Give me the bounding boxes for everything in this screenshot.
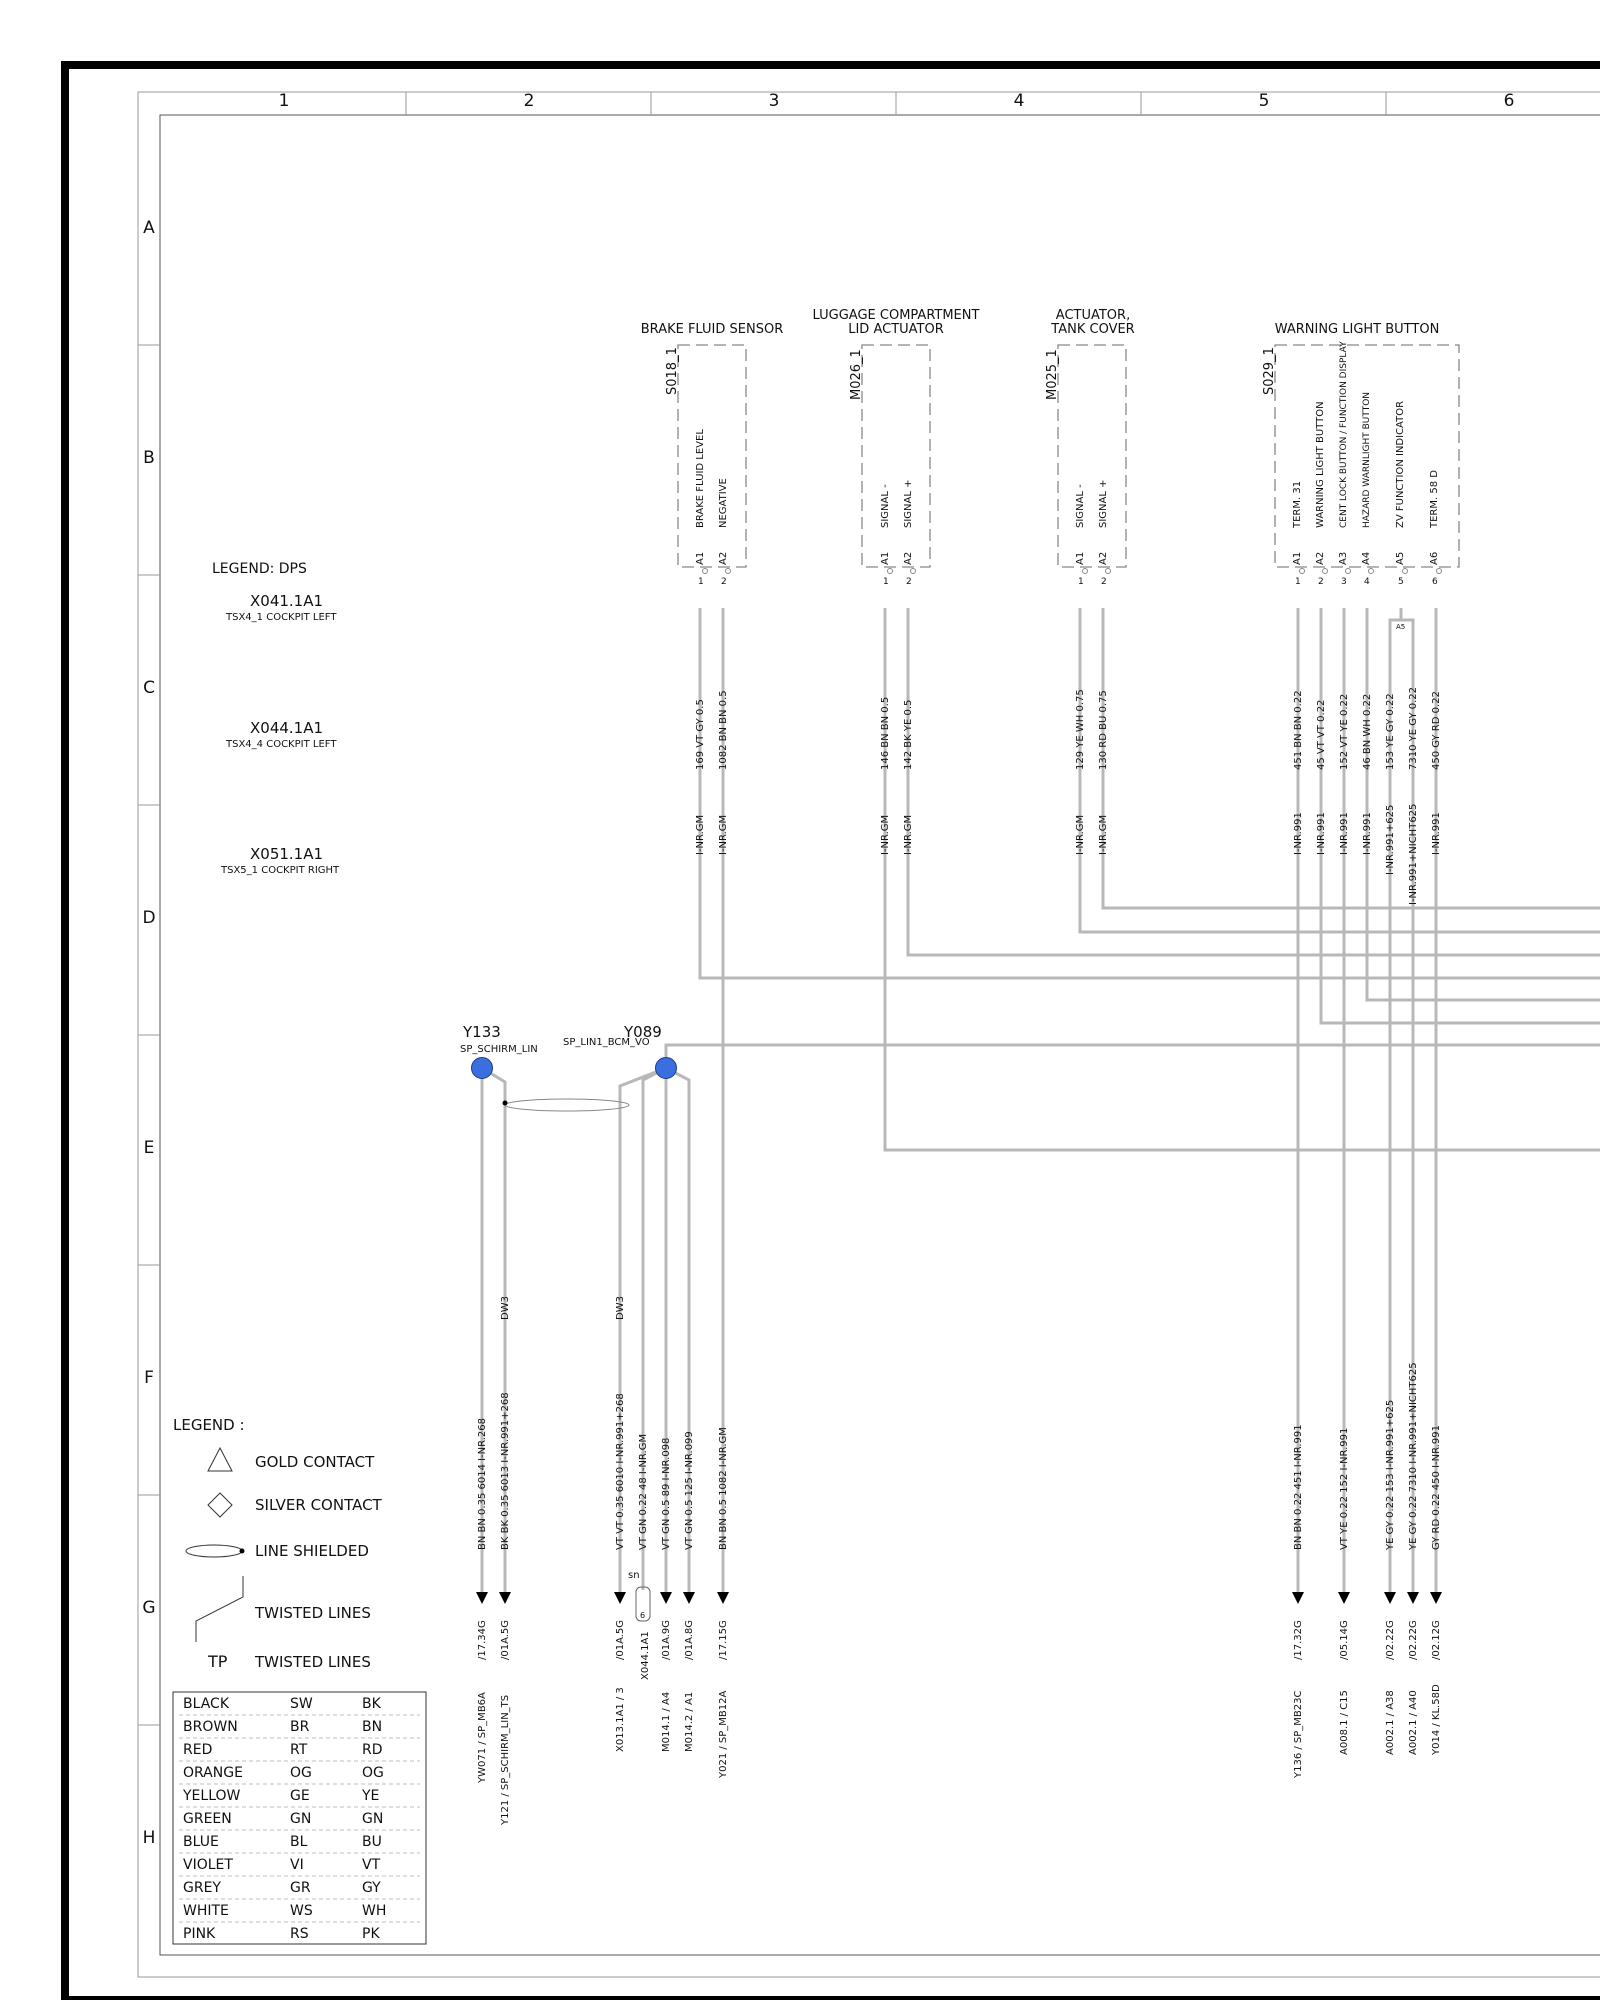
legend-shielded: LINE SHIELDED <box>255 1542 369 1560</box>
color-code-de: OG <box>290 1765 312 1781</box>
color-name: PINK <box>183 1926 216 1942</box>
page-reference: /17.34G <box>477 1620 488 1660</box>
wire-target: M014.1 / A4 <box>661 1691 672 1752</box>
row-label: A <box>143 218 155 238</box>
silver-contact-diamond-icon <box>208 1493 232 1517</box>
wire-spec: 153 YE GY 0.22 <box>1385 693 1396 770</box>
color-code-table <box>173 1692 426 1944</box>
page-reference: /01A.8G <box>684 1619 695 1660</box>
grid-frame <box>138 92 1600 1977</box>
wire-target: A002.1 / A40 <box>1408 1690 1419 1755</box>
pin-function: CENT LOCK BUTTON / FUNCTION DISPLAY <box>1339 341 1349 528</box>
component-title: LUGGAGE COMPARTMENT <box>812 308 980 323</box>
color-name: GREY <box>183 1880 221 1896</box>
splice-name: SP_LIN1_BCM_VO <box>563 1037 650 1048</box>
color-code-de: RT <box>290 1742 308 1758</box>
legend-twisted: TWISTED LINES <box>255 1604 371 1622</box>
color-code-de: BR <box>290 1719 310 1735</box>
arrow-down-icon <box>614 1592 626 1604</box>
page-reference: /05.14G <box>1339 1620 1350 1660</box>
column-label: 5 <box>1258 91 1270 111</box>
pin-function: TERM. 58 D <box>1429 470 1440 528</box>
pin-number: 1 <box>698 577 704 587</box>
pin-id: A2 <box>718 551 729 565</box>
legend-dps <box>212 561 340 876</box>
pin-id: A5 <box>1395 551 1406 565</box>
color-code-en: OG <box>362 1765 384 1781</box>
pin-number: 6 <box>1432 577 1438 587</box>
pin-number: 1 <box>1295 577 1301 587</box>
column-label: 3 <box>768 91 780 111</box>
pin-number: 2 <box>721 577 727 587</box>
color-code-en: PK <box>362 1926 380 1942</box>
page-reference: /02.12G <box>1431 1620 1442 1660</box>
column-label: 2 <box>523 91 535 111</box>
component-warning-light-button <box>1262 322 1459 587</box>
wire <box>700 608 1600 978</box>
wire-spec: VT GN 0.5 125 I-NR.099 <box>684 1431 695 1550</box>
wire <box>885 608 1600 1150</box>
wire-spec: 130 RD BU 0.75 <box>1098 690 1109 770</box>
column-dividers <box>406 92 1386 115</box>
arrow-down-icon <box>476 1592 488 1604</box>
color-code-en: BU <box>362 1834 382 1850</box>
wire-target: M014.2 / A1 <box>684 1691 695 1752</box>
wire-spec: BN BN 0.5 1082 I-NR.GM <box>718 1427 729 1550</box>
wire-target: Y121 / SP_SCHIRM_LIN_TS <box>500 1694 511 1825</box>
wire-part-number: I-NR.GM <box>880 814 891 855</box>
component-title: ACTUATOR, <box>1055 308 1131 323</box>
color-code-de: GN <box>290 1811 312 1827</box>
wire-part-number: I-NR.991+NICHT625 <box>1408 803 1419 905</box>
component-title: TANK COVER <box>1051 322 1135 337</box>
wire-part-number: I-NR.991 <box>1293 812 1304 855</box>
pin-id: A2 <box>1098 551 1109 565</box>
legend-gold: GOLD CONTACT <box>255 1453 375 1471</box>
splice-name: SP_SCHIRM_LIN <box>460 1044 538 1055</box>
color-name: BLUE <box>183 1834 219 1850</box>
connector-code: X051.1A1 <box>250 845 324 863</box>
legend-twisted-tp: TWISTED LINES <box>255 1653 371 1671</box>
wire-spec: 45 VT VT 0.22 <box>1316 699 1327 770</box>
arrow-down-icon <box>1384 1592 1396 1604</box>
connector-code: X041.1A1 <box>250 592 324 610</box>
wire-part-number: I-NR.991+625 <box>1385 804 1396 875</box>
line-shielded-legend-icon <box>186 1545 242 1557</box>
component-id: M026_1 <box>849 349 864 400</box>
legend <box>173 1416 383 1671</box>
row-label: G <box>142 1598 156 1618</box>
arrow-down-icon <box>1338 1592 1350 1604</box>
color-code-de: RS <box>290 1926 309 1942</box>
pin-function: SIGNAL - <box>1075 484 1086 528</box>
pin-id: A2 <box>1315 551 1326 565</box>
color-code-de: GR <box>290 1880 311 1896</box>
color-name: GREEN <box>183 1811 232 1827</box>
wire-spec: 129 YE WH 0.75 <box>1075 689 1086 770</box>
wire-spec: VT YE 0.22 152 I-NR.991 <box>1339 1427 1350 1550</box>
wire <box>1367 608 1600 1000</box>
pin-id: A6 <box>1429 551 1440 565</box>
wire-destinations <box>477 1620 1442 1826</box>
wire-spec: 152 VT YE 0.22 <box>1339 693 1350 770</box>
row-label: F <box>144 1368 154 1388</box>
wire-spec: 142 BK YE 0.5 <box>903 699 914 770</box>
pin-id: A1 <box>1075 551 1086 565</box>
pin-id: A1 <box>880 551 891 565</box>
silver-contact-icon <box>911 569 916 574</box>
wire-part-number: I-NR.GM <box>1098 814 1109 855</box>
pin-function: HAZARD WARNLIGHT BUTTON <box>1362 391 1372 528</box>
component-id: S029_1 <box>1262 347 1277 395</box>
pin-id: A1 <box>1292 551 1303 565</box>
wire-spec: YE GY 0.22 7310 I-NR.991+NICHT625 <box>1408 1362 1419 1550</box>
pin-function: WARNING LIGHT BUTTON <box>1315 401 1326 528</box>
arrow-down-icon <box>499 1592 511 1604</box>
legend-silver: SILVER CONTACT <box>255 1496 382 1514</box>
component-box <box>1058 345 1126 567</box>
silver-contact-icon <box>726 569 731 574</box>
silver-contact-icon <box>703 569 708 574</box>
silver-contact-icon <box>1083 569 1088 574</box>
splice-y089 <box>563 1023 677 1079</box>
color-code-en: GN <box>362 1811 384 1827</box>
pin-id: A3 <box>1338 551 1349 565</box>
pin-number: 1 <box>1078 577 1084 587</box>
sn-number: 6 <box>640 1611 646 1620</box>
page-reference: /02.22G <box>1385 1620 1396 1660</box>
wire-spec: 451 BN BN 0.22 <box>1293 690 1304 770</box>
wire-part-number: I-NR.GM <box>718 814 729 855</box>
upper-wire-labels <box>695 687 1442 905</box>
arrow-down-icon <box>1292 1592 1304 1604</box>
wire-spec: BN BN 0.35 6014 I-NR.268 <box>477 1417 488 1550</box>
page-reference: /02.22G <box>1408 1620 1419 1660</box>
wire-spec: BN BN 0.22 451 I-NR.991 <box>1293 1424 1304 1550</box>
silver-contact-icon <box>1346 569 1351 574</box>
color-code-de: BL <box>290 1834 308 1850</box>
color-code-en: GY <box>362 1880 381 1896</box>
wire-part-number: I-NR.991 <box>1316 812 1327 855</box>
connector-desc: TSX4_1 COCKPIT LEFT <box>226 612 337 623</box>
wire-target: Y136 / SP_MB23C <box>1293 1690 1304 1778</box>
pin-number: 5 <box>1398 577 1404 587</box>
pin-number: 4 <box>1364 577 1370 587</box>
component-title: LID ACTUATOR <box>848 322 944 337</box>
twist-group-label: DW3 <box>615 1296 626 1320</box>
pin-function: SIGNAL + <box>1098 479 1109 528</box>
component-box <box>862 345 930 567</box>
silver-contact-icon <box>1369 569 1374 574</box>
x044-connector-sn <box>628 1570 650 1621</box>
wire-spec: 450 GY RD 0.22 <box>1431 691 1442 770</box>
connector-desc: TSX4_4 COCKPIT LEFT <box>226 739 337 750</box>
pin-number: 2 <box>906 577 912 587</box>
pin-number: 2 <box>1101 577 1107 587</box>
connector-desc: TSX5_1 COCKPIT RIGHT <box>221 865 340 876</box>
wire-part-number: I-NR.GM <box>1075 814 1086 855</box>
wire-spec: YE GY 0.22 153 I-NR.991+625 <box>1385 1399 1396 1550</box>
arrow-down-icon <box>1407 1592 1419 1604</box>
wire-spec: 169 VT GY 0.5 <box>695 699 706 770</box>
wire-part-number: I-NR.GM <box>695 814 706 855</box>
color-name: ORANGE <box>183 1765 243 1781</box>
color-code-en: YE <box>362 1788 380 1804</box>
row-label: C <box>143 678 155 698</box>
wire-part-number: I-NR.991 <box>1431 812 1442 855</box>
connector-code: X044.1A1 <box>250 719 324 737</box>
silver-contact-icon <box>1323 569 1328 574</box>
column-label: 1 <box>278 91 290 111</box>
component-id: M025_1 <box>1045 349 1060 400</box>
component-title: BRAKE FLUID SENSOR <box>640 322 784 337</box>
color-code-en: VT <box>362 1857 381 1873</box>
splice-node-icon <box>472 1058 493 1079</box>
component-luggage-lid-actuator <box>813 308 980 587</box>
inner-frame <box>160 115 1600 1955</box>
silver-contact-icon <box>1403 569 1408 574</box>
component-title: WARNING LIGHT BUTTON <box>1274 322 1440 337</box>
wire-part-number: I-NR.GM <box>903 814 914 855</box>
color-code-en: BK <box>362 1696 381 1712</box>
wire-spec: 46 BN WH 0.22 <box>1362 693 1373 770</box>
wire-target: A002.1 / A38 <box>1385 1690 1396 1755</box>
sn-label: sn <box>628 1570 640 1581</box>
color-code-en: BN <box>362 1719 383 1735</box>
pin-function: NEGATIVE <box>718 478 729 528</box>
page-reference: /01A.5G <box>500 1619 511 1660</box>
column-label: 6 <box>1503 91 1515 111</box>
wire-spec: 1082 BN BN 0.5 <box>718 690 729 770</box>
component-brake-fluid-sensor <box>641 322 783 587</box>
wire <box>1103 608 1600 908</box>
wire-spec: GY RD 0.22 450 I-NR.991 <box>1431 1425 1442 1550</box>
wire-part-number: I-NR.991 <box>1362 812 1373 855</box>
color-code-de: GE <box>290 1788 310 1804</box>
page-reference: /17.15G <box>718 1620 729 1660</box>
pin-a5-tag: A5 <box>1396 623 1406 631</box>
color-name: BROWN <box>183 1719 238 1735</box>
color-name: BLACK <box>183 1696 230 1712</box>
wire-spec: 146 BN BN 0.5 <box>880 696 891 770</box>
column-label: 4 <box>1013 91 1025 111</box>
pin-function: TERM. 31 <box>1292 480 1303 528</box>
wire-part-number: I-NR.991 <box>1339 812 1350 855</box>
row-label: D <box>142 908 156 928</box>
color-code-de: VI <box>290 1857 304 1873</box>
color-code-de: WS <box>290 1903 313 1919</box>
component-id: S018_1 <box>665 347 680 395</box>
legend-dps-title: LEGEND: DPS <box>212 561 307 577</box>
splice-id: Y089 <box>624 1023 662 1041</box>
splice-id: Y133 <box>463 1023 501 1041</box>
wire-spec: VT VT 0.35 6010 I-NR.991+268 <box>615 1393 626 1550</box>
arrow-down-icon <box>660 1592 672 1604</box>
wire <box>666 1045 1600 1068</box>
gold-contact-icon <box>208 1448 232 1471</box>
page-reference: /17.32G <box>1293 1620 1304 1660</box>
color-code-de: SW <box>290 1696 313 1712</box>
pin-function: SIGNAL + <box>903 479 914 528</box>
wire-target: Y014 / KL.58D <box>1431 1684 1442 1755</box>
twist-group-label: DW3 <box>500 1296 511 1320</box>
arrow-terminals <box>476 1592 1442 1604</box>
pin-number: 1 <box>883 577 889 587</box>
row-label: B <box>143 448 155 468</box>
page-reference: /01A.5G <box>615 1619 626 1660</box>
splice-node-icon <box>656 1058 677 1079</box>
wire-target: Y021 / SP_MB12A <box>718 1690 729 1778</box>
pin-function: SIGNAL - <box>880 484 891 528</box>
silver-contact-icon <box>1106 569 1111 574</box>
row-label: E <box>143 1138 155 1158</box>
wire-spec: VT GN 0.5 89 I-NR.098 <box>661 1437 672 1550</box>
color-name: YELLOW <box>183 1788 241 1804</box>
color-code-en: RD <box>362 1742 383 1758</box>
wire-spec: BK BK 0.35 6013 I-NR.991+268 <box>500 1392 511 1550</box>
pin-id: A4 <box>1361 551 1372 565</box>
color-code-en: WH <box>362 1903 387 1919</box>
pin-id: A1 <box>695 551 706 565</box>
wire-spec: VT GN 0.22 48 I-NR.GM <box>638 1433 649 1550</box>
arrow-down-icon <box>683 1592 695 1604</box>
splice-y133 <box>460 1023 538 1079</box>
silver-contact-icon <box>1300 569 1305 574</box>
pin-number: 2 <box>1318 577 1324 587</box>
component-tank-cover-actuator <box>1045 308 1135 587</box>
legend-tp: TP <box>208 1652 228 1671</box>
line-shielded-icon <box>503 1099 630 1111</box>
wire-target: X013.1A1 / 3 <box>615 1687 626 1752</box>
legend-title: LEGEND : <box>173 1416 245 1434</box>
pin-function: BRAKE FLUID LEVEL <box>695 429 706 528</box>
arrow-down-icon <box>1430 1592 1442 1604</box>
pin-number: 3 <box>1341 577 1347 587</box>
row-labels <box>142 218 155 1848</box>
wire-target: A008.1 / C15 <box>1339 1690 1350 1755</box>
row-label: H <box>142 1828 156 1848</box>
arrow-down-icon <box>717 1592 729 1604</box>
wire-spec: 7310 YE GY 0.22 <box>1408 686 1419 770</box>
color-name: VIOLET <box>183 1857 233 1873</box>
silver-contact-icon <box>888 569 893 574</box>
page-reference: X044.1A1 <box>640 1631 651 1680</box>
row-dividers <box>138 345 160 1725</box>
wire-target: YW071 / SP_MB6A <box>477 1692 488 1783</box>
silver-contact-icon <box>1437 569 1442 574</box>
wire <box>908 608 1600 955</box>
color-name: WHITE <box>183 1903 229 1919</box>
color-name: RED <box>183 1742 213 1758</box>
pin-id: A2 <box>903 551 914 565</box>
pin-function: ZV FUNCTION INDICATOR <box>1395 400 1406 528</box>
page-reference: /01A.9G <box>661 1619 672 1660</box>
component-box <box>678 345 746 567</box>
twisted-lines-icon <box>196 1576 243 1642</box>
